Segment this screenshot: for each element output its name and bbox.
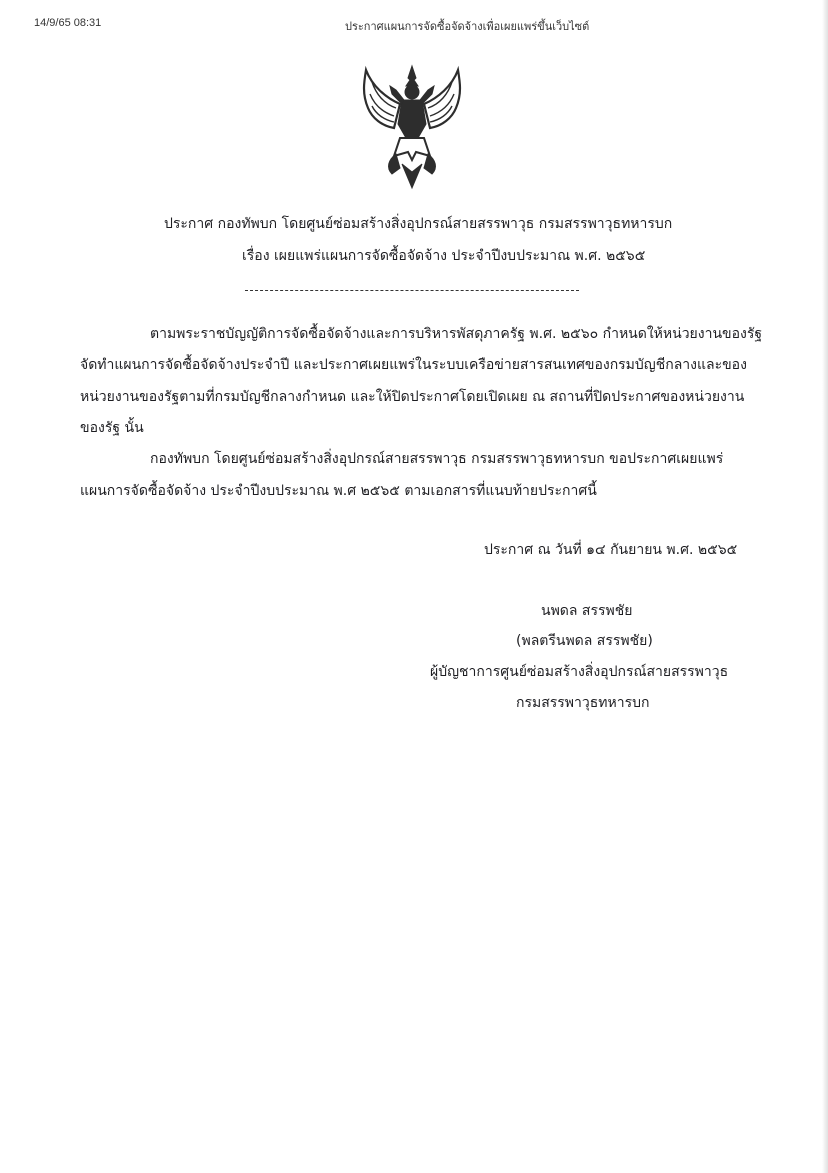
signatory-unit: กรมสรรพาวุธทหารบก	[516, 695, 650, 711]
body-paragraph-line: กองทัพบก โดยศูนย์ซ่อมสร้างสิ่งอุปกรณ์สายสรรพาวุธ กรมสรรพาวุธทหารบก ขอประกาศเผยแพร่	[150, 451, 724, 467]
signatory-full-name: (พลตรีนพดล สรรพชัย)	[516, 633, 653, 649]
body-paragraph-line: จัดทำแผนการจัดซื้อจัดจ้างประจำปี และประกาศเผยแพร่ในระบบเครือข่ายสารสนเทศของกรมบัญชีกลางและของ	[80, 357, 747, 373]
print-date: 14/9/65 08:31	[34, 17, 102, 29]
page-edge-shadow	[822, 0, 828, 1173]
body-paragraph-line: หน่วยงานของรัฐตามที่กรมบัญชีกลางกำหนด และให้ปิดประกาศโดยเปิดเผย ณ สถานที่ปิดประกาศของหน่วยงาน	[80, 389, 745, 405]
dashed-divider	[245, 290, 579, 291]
signature-name: นพดล สรรพชัย	[541, 603, 633, 619]
body-paragraph-line: ตามพระราชบัญญัติการจัดซื้อจัดจ้างและการบริหารพัสดุภาครัฐ พ.ศ. ๒๕๖๐ กำหนดให้หน่วยงานของรัฐ	[150, 326, 763, 342]
body-paragraph-line: แผนการจัดซื้อจัดจ้าง ประจำปีงบประมาณ พ.ศ ๒๕๖๕ ตามเอกสารที่แนบท้ายประกาศนี้	[80, 483, 597, 499]
announcement-title: ประกาศ กองทัพบก โดยศูนย์ซ่อมสร้างสิ่งอุปกรณ์สายสรรพาวุธ กรมสรรพาวุธทหารบก	[164, 216, 673, 232]
announcement-date: ประกาศ ณ วันที่ ๑๔ กันยายน พ.ศ. ๒๕๖๕	[484, 542, 738, 558]
print-header-title: ประกาศแผนการจัดซื้อจัดจ้างเพื่อเผยแพร่ขึ้นเว็บไซต์	[345, 21, 590, 33]
body-paragraph-line: ของรัฐ นั้น	[80, 420, 144, 436]
signatory-position: ผู้บัญชาการศูนย์ซ่อมสร้างสิ่งอุปกรณ์สายสรรพาวุธ	[430, 664, 729, 680]
garuda-emblem-icon	[356, 64, 468, 190]
announcement-subject: เรื่อง เผยแพร่แผนการจัดซื้อจัดจ้าง ประจำปีงบประมาณ พ.ศ. ๒๕๖๕	[242, 248, 646, 264]
